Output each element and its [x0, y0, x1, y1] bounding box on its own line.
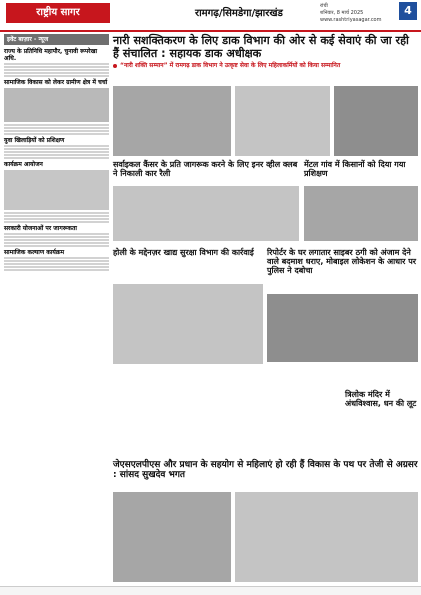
text-line — [4, 212, 109, 214]
hero-photo-3 — [334, 86, 418, 156]
text-line — [4, 66, 109, 68]
news-photo — [4, 170, 109, 210]
story-3-headline: होली के मद्देनज़र खाद्य सुरक्षा विभाग की कार्रवाई — [113, 248, 254, 257]
main-area — [113, 34, 418, 587]
page-number: 4 — [399, 2, 417, 20]
left-story-heading: राज्य के प्रतिनिधि महापौर, चुनावी रूपरेखा अधि. — [4, 48, 98, 62]
text-line — [4, 257, 109, 259]
story-5-headline: त्रिलोक मंदिर में अंधविश्वास, धन की लूट — [345, 390, 417, 408]
issue-meta — [320, 3, 382, 24]
text-line — [4, 215, 109, 217]
text-line — [4, 151, 109, 153]
text-line — [4, 221, 109, 223]
story-2-headline: मेंटल गांव में किसानों को दिया गया प्रशिक्षण — [304, 160, 406, 178]
story-photo — [235, 492, 418, 582]
story-3 — [113, 248, 263, 257]
left-story-heading: युवा खिलाड़ियों को प्रशिक्षण — [4, 137, 65, 144]
hero-subheadline: “नारी शक्ति सम्मान” में रामगढ़ डाक विभाग ने उत्कृष्ट सेवा के लिए महिलाकर्मियों को किया सम्मानित — [113, 62, 418, 70]
hero-story — [113, 34, 418, 70]
text-line — [4, 157, 109, 159]
story-4 — [267, 248, 418, 275]
story-2 — [304, 160, 418, 178]
text-line — [4, 148, 109, 150]
text-line — [4, 69, 109, 71]
left-story-heading: सामाजिक कल्याण कार्यक्रम — [4, 249, 65, 256]
text-line — [4, 218, 109, 220]
text-line — [4, 124, 109, 126]
left-story-heading: कार्यक्रम आयोजन — [4, 161, 43, 168]
story-photo — [113, 492, 231, 582]
text-line — [4, 145, 109, 147]
story-6 — [113, 460, 418, 480]
text-line — [4, 242, 109, 244]
story-6-headline: जेएसएलपीएस और प्रधान के सहयोग से महिलाएं हो रही हैं विकास के पथ पर तेजी से अग्रसर : सांसद सुखदेव भगत — [113, 460, 418, 480]
text-line — [4, 127, 109, 129]
text-line — [4, 130, 109, 132]
text-line — [4, 266, 109, 268]
text-line — [4, 133, 109, 135]
left-column — [4, 34, 109, 587]
left-stories — [4, 48, 109, 271]
hero-photo-2 — [235, 86, 330, 156]
hero-headline: नारी सशक्तिकरण के लिए डाक विभाग की ओर से कई सेवाएं की जा रही हैं संचालित : सहायक डाक अधीक्षक — [113, 34, 409, 60]
text-line — [4, 263, 109, 265]
brand-logo: राष्ट्रीय सागर — [6, 3, 110, 23]
story-5 — [345, 390, 418, 408]
text-line — [4, 63, 109, 65]
text-line — [4, 239, 109, 241]
text-line — [4, 236, 109, 238]
hero-photo — [113, 86, 231, 156]
bullet-icon — [113, 64, 117, 68]
left-story-heading: सरकारी योजनाओं पर जागरूकता — [4, 225, 77, 232]
text-line — [4, 245, 109, 247]
masthead — [0, 0, 421, 32]
meta-city: रांची — [320, 3, 328, 9]
text-line — [4, 75, 109, 77]
news-photo — [4, 88, 109, 122]
section-title: रामगढ़/सिमडेगा/झारखंड — [195, 8, 283, 19]
text-line — [4, 260, 109, 262]
meta-web: www.rashtriyasagar.com — [320, 17, 382, 23]
meta-date: शनिवार, 8 मार्च 2025 — [320, 10, 364, 16]
story-photo — [113, 186, 299, 241]
page-footer — [0, 586, 421, 595]
story-1-headline: सर्वाइकल कैंसर के प्रति जागरूक करने के लिए इनर व्हील क्लब ने निकाली कार रैली — [113, 160, 298, 178]
text-line — [4, 233, 109, 235]
story-4-headline: रिपोर्टर के घर लगातार साइबर ठगी को अंजाम देने वाले बदमाश धराए, मोबाइल लोकेशन के आधार पर पुलिस ने दबोचा — [267, 248, 417, 275]
story-photo — [267, 294, 418, 362]
story-photo — [113, 284, 263, 364]
left-story-heading: सामाजिक विकास को लेकर ग्रामीण क्षेत्र में चर्चा — [4, 79, 108, 86]
story-photo — [304, 186, 418, 241]
text-line — [4, 154, 109, 156]
left-column-label: इवेंट बाज़ार - न्यूज — [4, 34, 109, 45]
text-line — [4, 269, 109, 271]
text-line — [4, 72, 109, 74]
story-1 — [113, 160, 299, 178]
